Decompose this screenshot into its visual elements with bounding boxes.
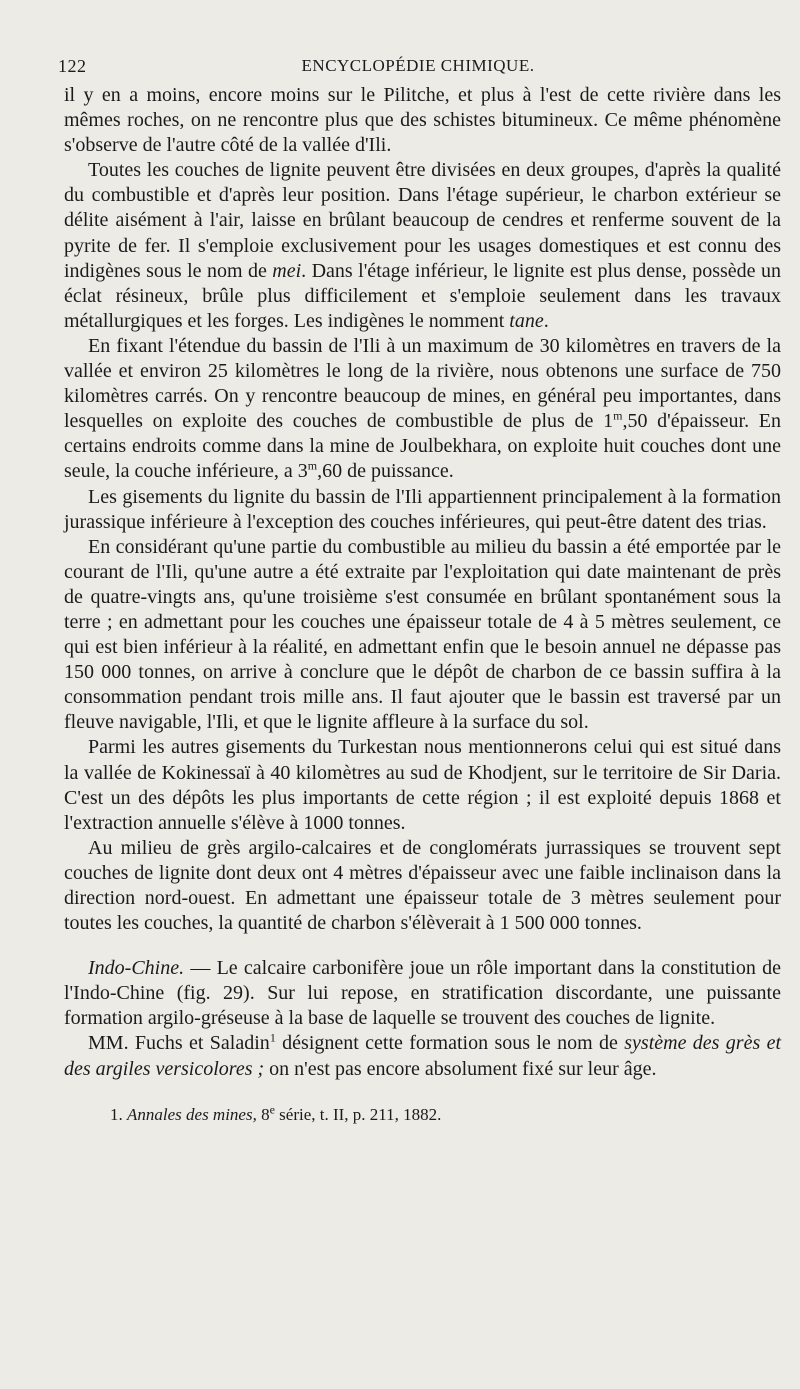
footnote-number: 1. [110, 1104, 123, 1124]
fuchs-saladin-mid: désignent cette formation sous le nom de [275, 1032, 625, 1055]
paragraph-4: Les gisements du lignite du bassin de l'Ili appartiennent principalement à la formation jurassique inférieure à l'exception des couches inférieures, qui peut-être datent des trias. [64, 485, 781, 533]
measure-1-unit: m [613, 408, 623, 423]
paragraph-6: Parmi les autres gisements du Turkestan nous mentionnerons celui qui est situé dans la vallée de Kokinessaï à 40 kilomètres au sud de Khodjent, sur le territoire de Sir Daria. C'est un des dépôts les plus importants de cette région ; il est exploité depuis 1868 et l'extraction annuelle s'élève à 1000 tonnes. [64, 736, 781, 834]
paragraph-fuchs-saladin [64, 1031, 781, 1081]
section-heading-indochine: Indo-Chine. [88, 957, 185, 980]
paragraph-2-start: Toutes les couches de lignite peuvent être divisées en deux groupes, d'après la qualité du combustible et d'après leur position. Dans l'étage supérieur, le charbon extérieur se délite aisément à l'air, laisse en brûlant beaucoup de cendres et renferme souvent de la pyrite de fer. Il s'emploie exclusivement pour les usages domestiques et est connu des indigènes sous le nom de [64, 159, 781, 282]
term-systeme: système des grès et des argiles versicolores ; [64, 1032, 782, 1080]
measure-1: 1 [603, 410, 614, 433]
page-header [58, 52, 778, 78]
page-body [64, 83, 781, 1126]
measure-2-unit: m [307, 458, 318, 473]
fuchs-saladin-start: MM. Fuchs et Saladin [88, 1032, 270, 1055]
paragraph-7: Au milieu de grès argilo-calcaires et de conglomérats jurrassiques se trouvent sept couches de lignite dont deux ont 4 mètres d'épaisseur avec une faible inclinaison dans la direction nord-ouest. En admettant une épaisseur totale de 3 mètres seulement pour toutes les couches, la quantité de charbon s'élèverait à 1 500 000 tonnes. [64, 836, 781, 935]
paragraph-2-mid: . Dans l'étage inférieur, le lignite est plus dense, possède un éclat résineux, brûle plus difficilement et s'emploie seulement dans les travaux métallurgiques et les forges. Les indigènes le nomment [64, 259, 781, 332]
fuchs-saladin-end: on n'est pas encore absolument fixé sur leur âge. [264, 1057, 657, 1080]
paragraph-5: En considérant qu'une partie du combustible au milieu du bassin a été emportée par le courant de l'Ili, qu'une autre a été extraite par l'exploitation qui date maintenant de près de quatre-vingts ans, qu'une troisième s'est consumée en brûlant spontanément sous la terre ; en admettant pour les couches une épaisseur totale de 4 à 5 mètres seulement, ce qui est bien inférieur à la réalité, en admettant enfin que le besoin annuel ne dépasse pas 150 000 tonnes, on arrive à conclure que le dépôt de charbon de ce bassin suffira à la consommation pendant trois mille ans. Il faut ajouter que le bassin est traversé par un fleuve navigable, l'Ili, et que le lignite affleure à la surface du sol. [64, 535, 781, 734]
footnote-series-sup: e [269, 1102, 275, 1116]
paragraph-3-mid: ,50 d'épaisseur. En certains endroits comme dans la mine de Joulbekhara, on exploite huit couches dont une seule, la couche inférieure, a [64, 410, 781, 483]
footnote-reference: 1 [269, 1030, 276, 1045]
running-title: ENCYCLOPÉDIE CHIMIQUE. [301, 56, 535, 75]
paragraph-1: il y en a moins, encore moins sur le Pilitche, et plus à l'est de cette rivière dans les mêmes roches, on ne rencontre plus que des schistes bitumineux. Ce même phénomène s'observe de l'autre côté de la vallée d'Ili. [64, 84, 781, 157]
paragraph-indochine-text: — Le calcaire carbonifère joue un rôle important dans la constitution de l'Indo-Chine (fig. 29). Sur lui repose, en stratification discordante, une puissante formation argilo-gréseuse à la base de laquelle se trouvent des couches de lignite. [64, 957, 781, 1030]
footnote-series: 8 [256, 1104, 270, 1124]
footnote-rest: série, t. II, p. 211, 1882. [274, 1104, 442, 1124]
measure-2: 3 [297, 460, 308, 483]
paragraph-2 [64, 158, 781, 334]
term-tane: tane [509, 309, 544, 332]
section-gap [64, 936, 781, 956]
paragraph-indochine [64, 956, 781, 1031]
paragraph-3-end: ,60 de puissance. [317, 460, 454, 483]
term-mei: mei [272, 259, 302, 282]
page-number: 122 [58, 56, 87, 76]
footnote [64, 1104, 781, 1126]
paragraph-3 [64, 334, 781, 485]
footnote-spacer [64, 1082, 781, 1104]
paragraph-3-start: En fixant l'étendue du bassin de l'Ili à un maximum de 30 kilomètres en travers de la vallée et environ 25 kilomètres le long de la rivière, nous obtenons une surface de 750 kilomètres carrés. On y rencontre beaucoup de mines, en général peu importantes, dans lesquelles on exploite des couches de combustible de plus de [64, 334, 781, 433]
footnote-journal: Annales des mines, [127, 1104, 257, 1124]
paragraph-2-end: . [543, 309, 549, 332]
